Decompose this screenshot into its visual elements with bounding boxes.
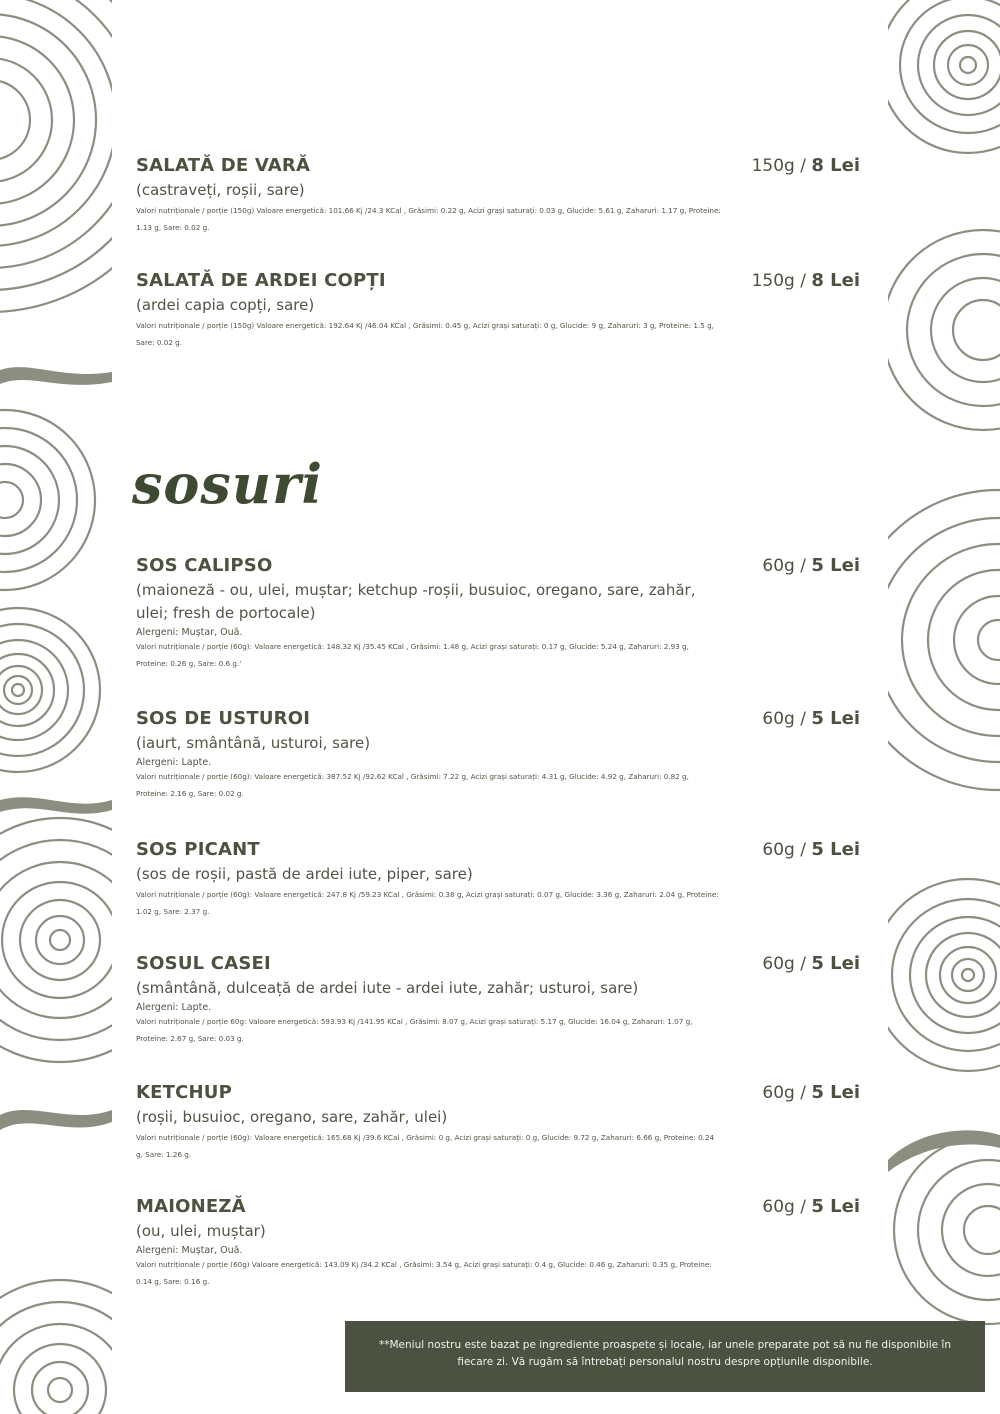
- item-price: [762, 555, 860, 576]
- item-weight: 150g: [751, 271, 795, 291]
- item-ingredients: (castraveți, roșii, sare): [136, 181, 305, 199]
- price-separator: /: [800, 156, 806, 176]
- item-weight: 60g: [762, 1083, 795, 1103]
- item-name: MAIONEZĂ: [136, 1196, 246, 1217]
- item-name: SOSUL CASEI: [136, 953, 271, 974]
- item-weight: 60g: [762, 954, 795, 974]
- price-separator: /: [800, 1083, 806, 1103]
- item-price: [762, 708, 860, 729]
- item-nutrition: Valori nutriționale / porție (60g): Valoare energetică: 148.32 Kj /35.45 KCal , Grăsimi: 1.48 g, Acizi grași saturați: 0.17 g, Glucide: 5.24 g, Zaharuri: 2.93 g, Proteine: 0.26 g, Sare: 0.6 g.': [136, 642, 689, 668]
- tree-ring-pattern: [0, 0, 112, 1414]
- menu-item: [136, 708, 860, 802]
- item-allergens: Alergeni: Muștar, Ouă.: [136, 1245, 243, 1256]
- footer-note: [345, 1321, 985, 1392]
- item-ingredients: (ou, ulei, muștar): [136, 1222, 266, 1240]
- menu-item: [136, 839, 860, 920]
- item-weight: 150g: [751, 156, 795, 176]
- menu-item: [136, 953, 860, 1047]
- item-price: [762, 1196, 860, 1217]
- item-nutrition: Valori nutriționale / porție (60g) Valoare energetică: 143.09 Kj /34.2 KCal , Grăsimi: 3.54 g, Acizi grași saturați: 0.4 g, Glucide: 0.46 g, Zaharuri: 0.35 g, Proteine: 0.14 g, Sare: 0.16 g.: [136, 1260, 712, 1286]
- item-price-value: 5 Lei: [811, 953, 860, 974]
- item-weight: 60g: [762, 840, 795, 860]
- item-allergens: Alergeni: Lapte.: [136, 757, 212, 768]
- item-ingredients: (smântână, dulceață de ardei iute - ardei iute, zahăr; usturoi, sare): [136, 979, 639, 997]
- item-weight: 60g: [762, 709, 795, 729]
- item-price-value: 5 Lei: [811, 839, 860, 860]
- item-price-value: 5 Lei: [811, 1196, 860, 1217]
- item-nutrition: Valori nutriționale / porție (60g): Valoare energetică: 387.52 Kj /92.62 KCal , Grăsimi: 7.22 g, Acizi grași saturați: 4.31 g, Glucide: 4.92 g, Zaharuri: 0.82 g, Proteine: 2.16 g, Sare: 0.02 g.: [136, 772, 689, 798]
- item-nutrition: Valori nutriționale / porție (60g): Valoare energetică: 165.68 Kj /39.6 KCal , Grăsimi: 0 g, Acizi grași saturați: 0 g, Glucide: 9.72 g, Zaharuri: 6.66 g, Proteine: 0.24 g, Sare: 1.26 g.: [136, 1133, 715, 1159]
- item-weight: 60g: [762, 556, 795, 576]
- item-price: [762, 953, 860, 974]
- price-separator: /: [800, 271, 806, 291]
- menu-item: [136, 1196, 860, 1290]
- item-price-value: 5 Lei: [811, 1082, 860, 1103]
- item-ingredients: (maioneză - ou, ulei, muștar; ketchup -roșii, busuioc, oregano, sare, zahăr, ulei; fresh de portocale): [136, 581, 696, 622]
- item-price: [752, 155, 860, 176]
- item-allergens: Alergeni: Muștar, Ouă.: [136, 627, 243, 638]
- item-name: SALATĂ DE ARDEI COPȚI: [136, 270, 386, 291]
- item-ingredients: (sos de roșii, pastă de ardei iute, piper, sare): [136, 865, 473, 883]
- item-name: SOS PICANT: [136, 839, 260, 860]
- item-nutrition: Valori nutriționale / porție (150g) Valoare energetică: 192.64 Kj /46.04 KCal , Grăsimi: 0.45 g, Acizi grași saturați: 0 g, Glucide: 9 g, Zaharuri: 3 g, Proteine: 1.5 g, Sare: 0.02 g.: [136, 321, 714, 347]
- item-name: SOS DE USTUROI: [136, 708, 311, 729]
- price-separator: /: [800, 709, 806, 729]
- item-price: [752, 270, 860, 291]
- item-price-value: 5 Lei: [811, 708, 860, 729]
- item-allergens: Alergeni: Lapte.: [136, 1002, 212, 1013]
- item-price: [762, 839, 860, 860]
- item-ingredients: (iaurt, smântână, usturoi, sare): [136, 734, 371, 752]
- tree-ring-right-svg: [888, 0, 1000, 1414]
- item-ingredients: (ardei capia copți, sare): [136, 296, 315, 314]
- price-separator: /: [800, 556, 806, 576]
- tree-ring-left-svg: [0, 0, 112, 1414]
- item-price-value: 5 Lei: [811, 555, 860, 576]
- item-nutrition: Valori nutriționale / porție (60g): Valoare energetică: 247.8 Kj /59.23 KCal , Grăsimi: 0.38 g, Acizi grași saturați: 0.07 g, Glucide: 3.36 g, Zaharuri: 2.04 g, Proteine: 1.02 g, Sare: 2.37 g.: [136, 890, 719, 916]
- price-separator: /: [800, 840, 806, 860]
- item-nutrition: Valori nutriționale / porție (150g) Valoare energetică: 101.66 Kj /24.3 KCal , Grăsimi: 0.22 g, Acizi grași saturați: 0.03 g, Glucide: 5.61 g, Zaharuri: 1.17 g, Proteine: 1.13 g, Sare: 0.02 g.: [136, 206, 721, 232]
- item-ingredients: (roșii, busuioc, oregano, sare, zahăr, ulei): [136, 1108, 448, 1126]
- item-weight: 60g: [762, 1197, 795, 1217]
- price-separator: /: [800, 954, 806, 974]
- item-name: SOS CALIPSO: [136, 555, 273, 576]
- footer-note-text: **Meniul nostru este bazat pe ingrediente proaspete și locale, iar unele preparate pot să nu fie disponibile în fiecare zi. Vă rugăm să întrebați personalul nostru despre opțiunile disponibile.: [378, 1339, 952, 1368]
- item-price-value: 8 Lei: [811, 270, 860, 291]
- item-price-value: 8 Lei: [811, 155, 860, 176]
- menu-item: [136, 155, 860, 236]
- price-separator: /: [800, 1197, 806, 1217]
- tree-ring-pattern: [888, 0, 1000, 1414]
- section-title: sosuri: [132, 452, 324, 516]
- item-name: KETCHUP: [136, 1082, 233, 1103]
- item-name: SALATĂ DE VARĂ: [136, 155, 311, 176]
- menu-item: [136, 270, 860, 351]
- menu-item: [136, 1082, 860, 1163]
- menu-item: [136, 555, 860, 672]
- item-price: [762, 1082, 860, 1103]
- item-nutrition: Valori nutriționale / porție 60g: Valoare energetică: 593.93 Kj /141.95 KCal , Grăsimi: 8.07 g, Acizi grași saturați: 5.17 g, Glucide: 16.04 g, Zaharuri: 1.07 g, Proteine: 2.67 g, Sare: 0.03 g.: [136, 1017, 693, 1043]
